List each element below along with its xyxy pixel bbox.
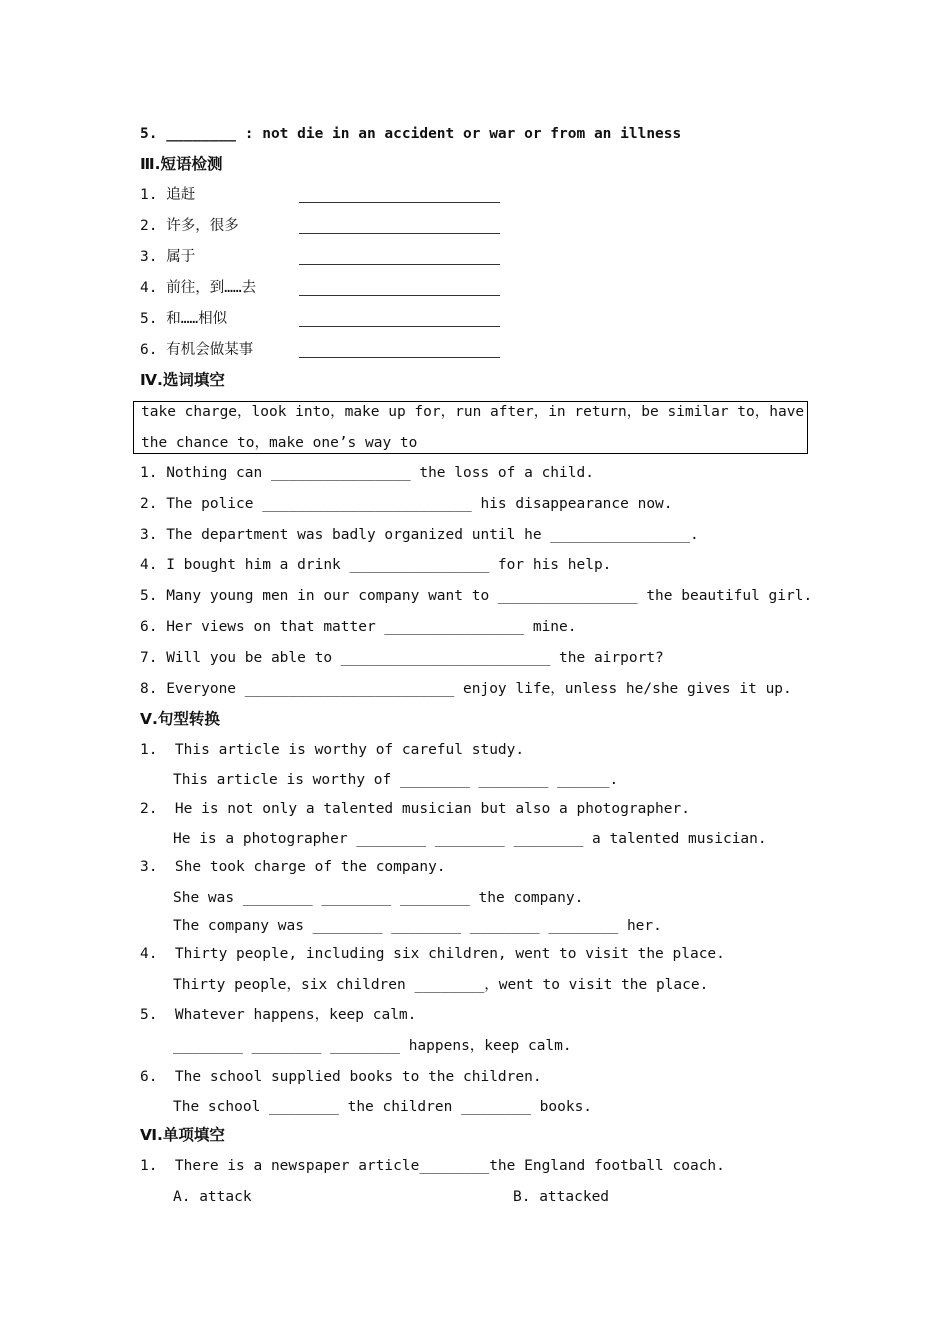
transform-target: The company was ________ ________ ________ ________ her. (173, 918, 662, 934)
transform-target: She was ________ ________ ________ the company. (173, 890, 584, 906)
option-a[interactable]: A. attack (173, 1189, 252, 1205)
fill-item: 7. Will you be able to ________________________ the airport? (140, 650, 664, 666)
transform-target: This article is worthy of ________ ________ ______. (173, 772, 619, 788)
word-box-line: the chance to，make one’s way to (141, 435, 418, 451)
option-b[interactable]: B. attacked (513, 1189, 610, 1205)
transform-target: ________ ________ ________ happens，keep calm. (173, 1038, 572, 1054)
word-box (133, 401, 808, 454)
phrase-item: 1. 追赶 (140, 187, 196, 203)
answer-blank[interactable] (299, 295, 500, 296)
fill-item: 3. The department was badly organized until he ________________. (140, 527, 699, 543)
answer-blank[interactable] (299, 357, 500, 358)
transform-target: The school ________ the children ________ books. (173, 1099, 593, 1115)
fill-item: 8. Everyone ________________________ enjoy life，unless he/she gives it up. (140, 681, 792, 697)
transform-target: Thirty people，six children ________，went to visit the place. (173, 977, 709, 993)
answer-blank[interactable] (299, 264, 500, 265)
word-box-line: take charge，look into，make up for，run after，in return，be similar to，have (141, 404, 805, 420)
vocab-item-5: 5. ________ : not die in an accident or war or from an illness (140, 126, 682, 142)
fill-item: 5. Many young men in our company want to ________________ the beautiful girl. (140, 588, 813, 604)
section-5-heading: Ⅴ.句型转换 (140, 710, 220, 728)
phrase-item: 2. 许多，很多 (140, 218, 239, 234)
transform-source: 4. Thirty people, including six children, went to visit the place. (140, 946, 725, 962)
answer-blank[interactable] (299, 326, 500, 327)
section-3-heading: Ⅲ.短语检测 (140, 155, 223, 173)
phrase-item: 6. 有机会做某事 (140, 342, 254, 358)
fill-item: 2. The police ________________________ his disappearance now. (140, 496, 673, 512)
section-4-heading: Ⅳ.选词填空 (140, 371, 225, 389)
phrase-item: 3. 属于 (140, 249, 196, 265)
answer-blank[interactable] (299, 233, 500, 234)
transform-source: 5. Whatever happens，keep calm. (140, 1007, 417, 1023)
answer-blank[interactable] (299, 202, 500, 203)
transform-source: 6. The school supplied books to the children. (140, 1069, 542, 1085)
choice-question: 1. There is a newspaper article________the England football coach. (140, 1158, 725, 1174)
fill-item: 4. I bought him a drink ________________ for his help. (140, 557, 612, 573)
fill-item: 1. Nothing can ________________ the loss of a child. (140, 465, 594, 481)
transform-source: 3. She took charge of the company. (140, 859, 446, 875)
phrase-item: 5. 和……相似 (140, 311, 228, 327)
transform-source: 1. This article is worthy of careful study. (140, 742, 525, 758)
phrase-item: 4. 前往，到……去 (140, 280, 257, 296)
fill-item: 6. Her views on that matter ________________ mine. (140, 619, 577, 635)
section-6-heading: Ⅵ.单项填空 (140, 1126, 225, 1144)
transform-source: 2. He is not only a talented musician but also a photographer. (140, 801, 690, 817)
transform-target: He is a photographer ________ ________ ________ a talented musician. (173, 831, 767, 847)
